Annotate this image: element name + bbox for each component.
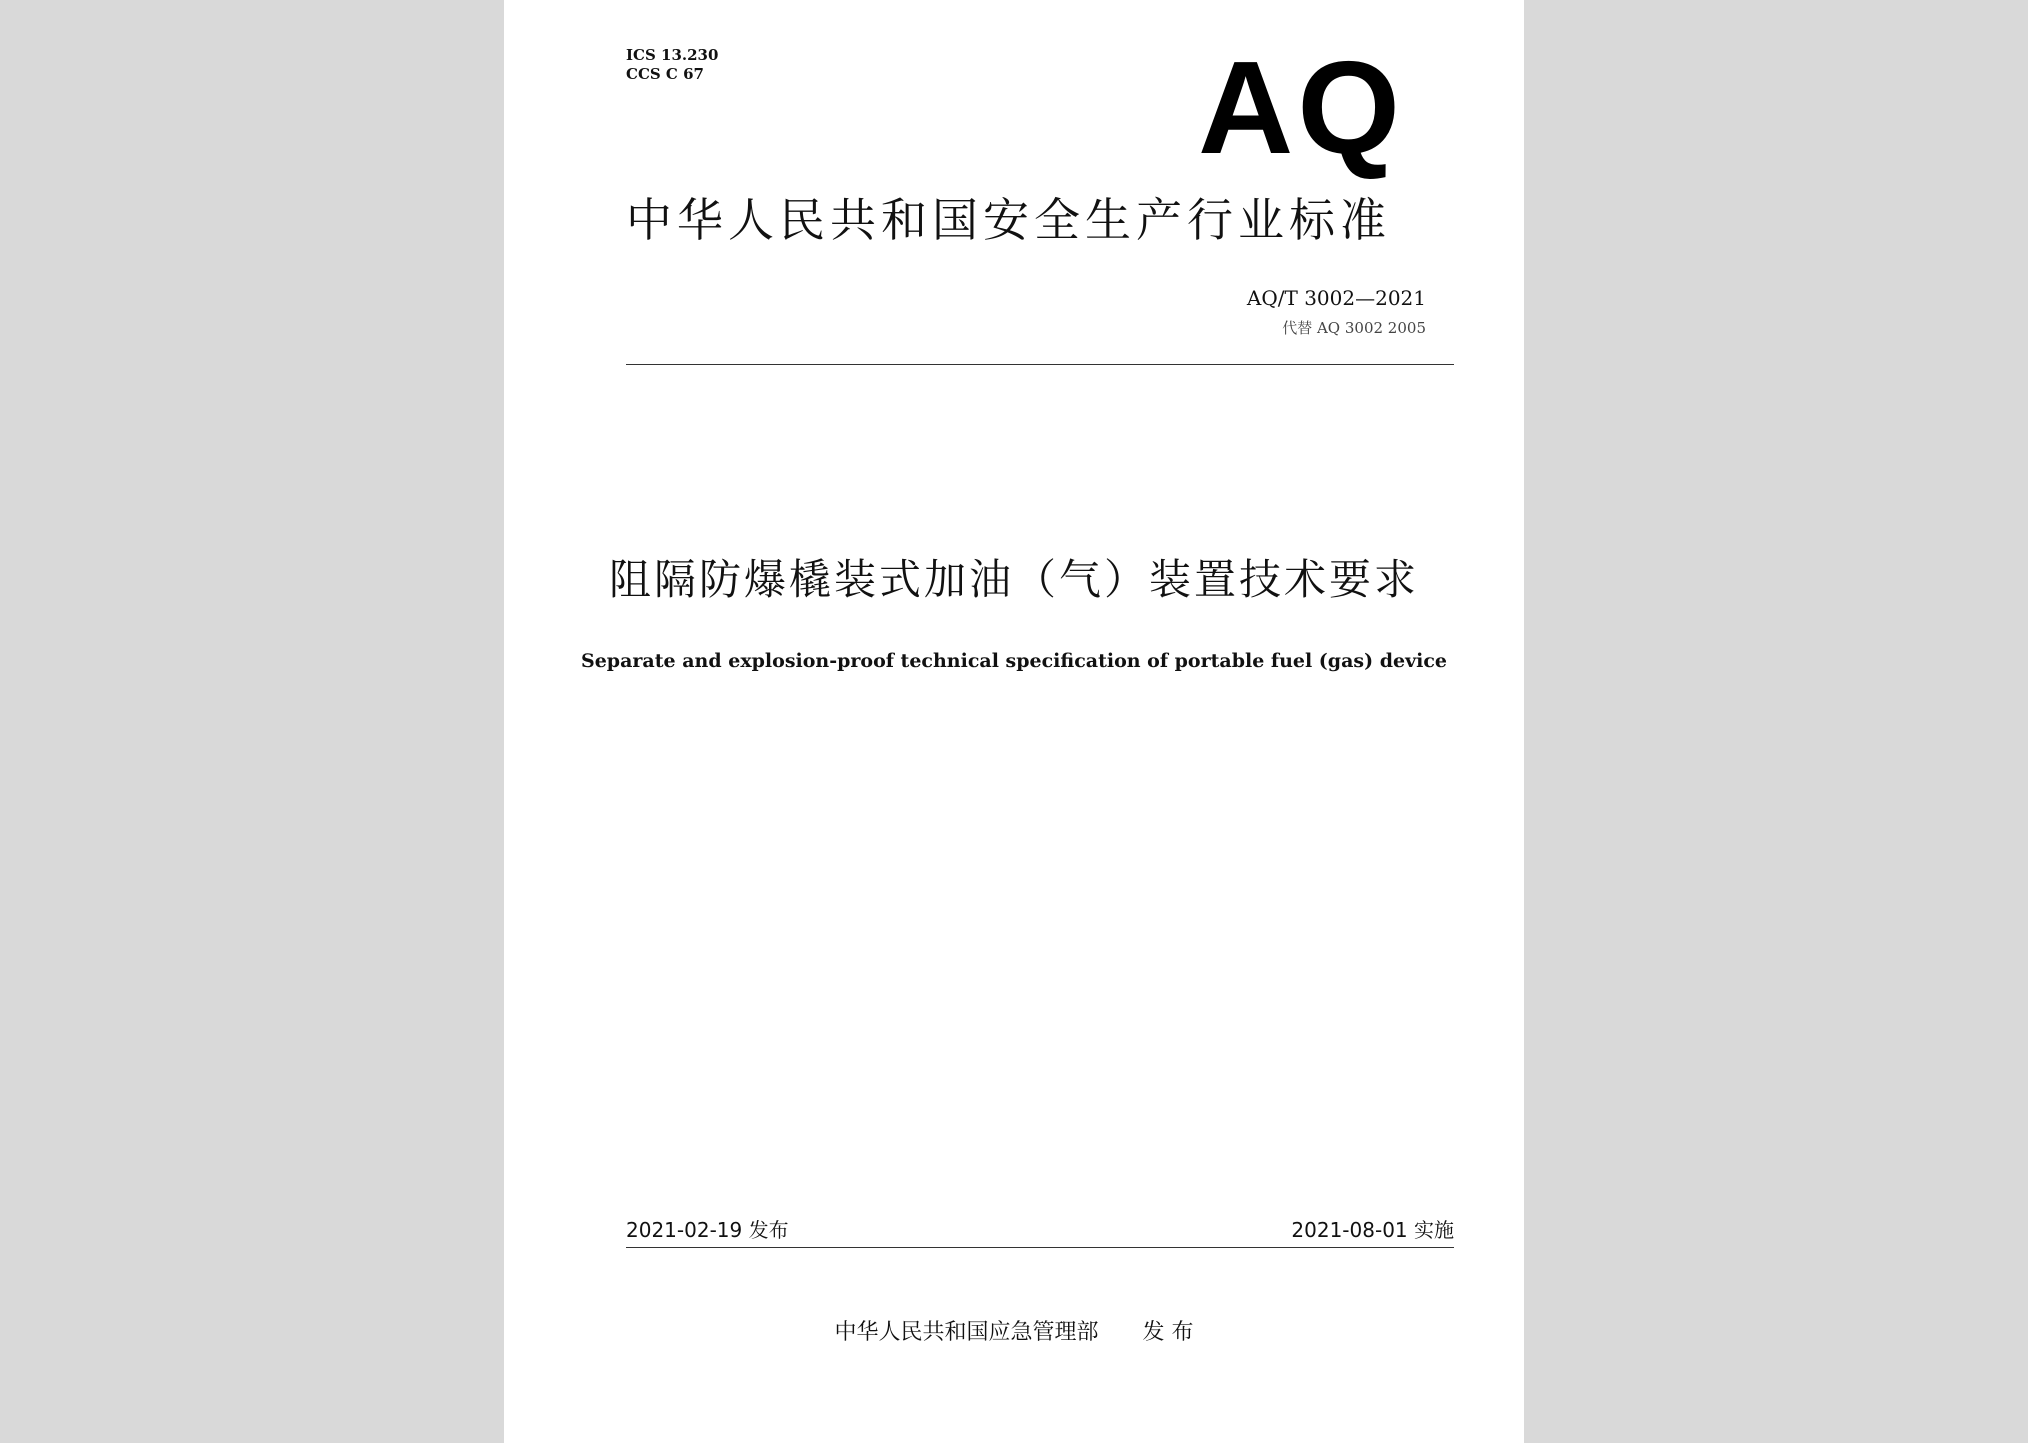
issuer-action: 发 布 [1142,1320,1194,1345]
header-divider [626,364,1454,365]
ics-code: ICS 13.230 [626,46,719,64]
document-title-cn: 阻隔防爆橇装式加油（气）装置技术要求 [608,555,1419,604]
classification-codes [626,46,718,84]
ccs-code: CCS C 67 [626,65,704,83]
issuer-name: 中华人民共和国应急管理部 [834,1320,1099,1345]
aq-logo: AQ [1198,34,1404,181]
replaces-note: 代替 AQ 3002 2005 [1282,319,1426,337]
issuer-line [504,1318,1524,1348]
document-page [504,0,1524,1443]
footer-divider [626,1247,1454,1248]
standard-type: 中华人民共和国安全生产行业标准 [626,193,1391,247]
issue-date: 2021-02-19 发布 [626,1218,789,1242]
document-title-en: Separate and explosion-proof technical specification of portable fuel (gas) device [581,650,1447,672]
standard-number: AQ/T 3002—2021 [1246,286,1426,310]
effective-date: 2021-08-01 实施 [1291,1218,1454,1242]
